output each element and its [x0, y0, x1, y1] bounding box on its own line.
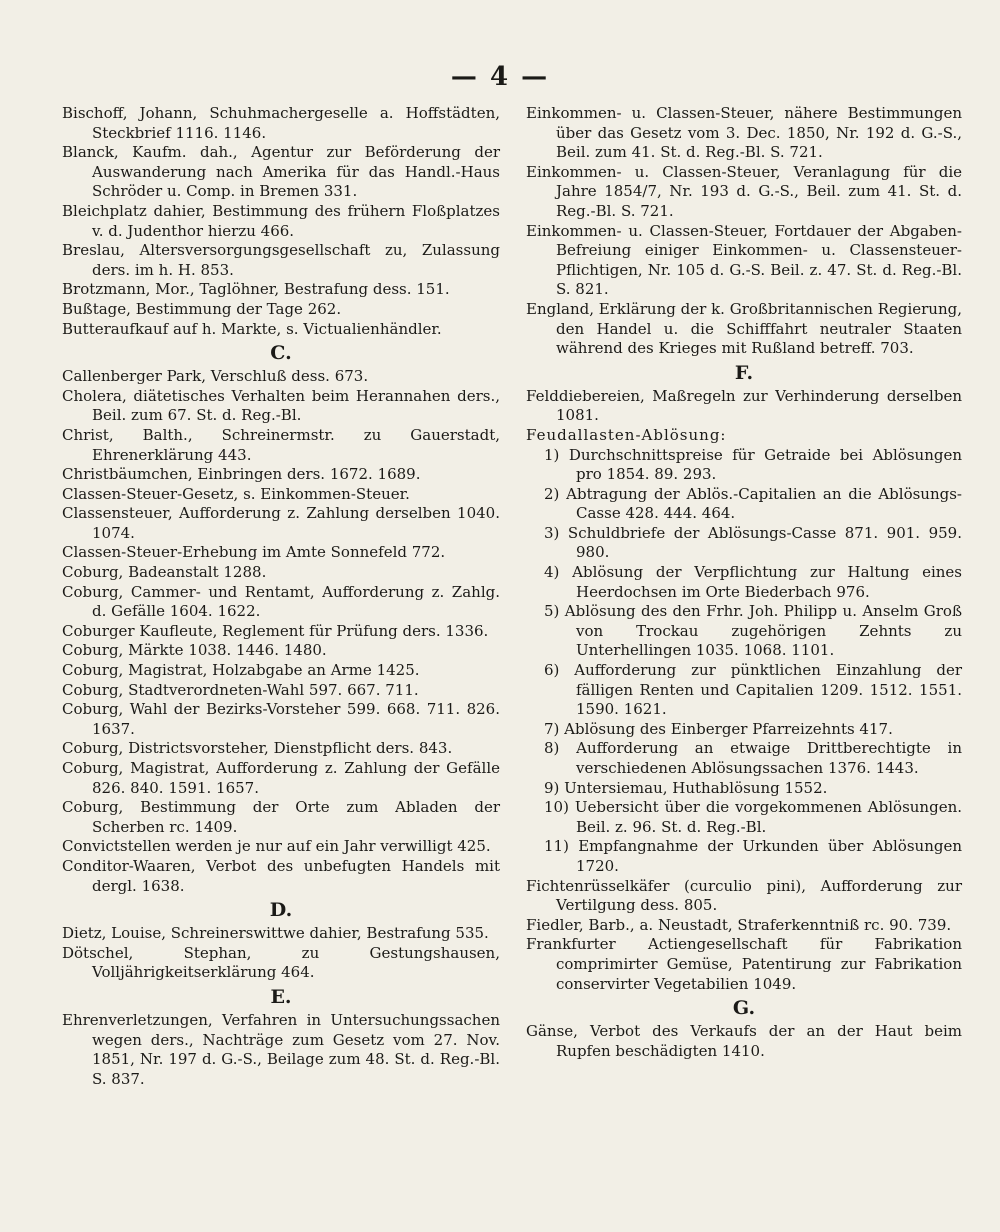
index-entry: Ehrenverletzungen, Verfahren in Untersuchungssachen wegen ders., Nachträge zum Gesetz vom 27. Nov. 1851, Nr. 197 d. G.-S., Beilage zum 48. St. d. Reg.-Bl. S. 837.: [62, 1010, 500, 1088]
index-entry: Dötschel, Stephan, zu Gestungshausen, Volljährigkeitserklärung 464.: [62, 943, 500, 982]
index-subentry: 10) Uebersicht über die vorgekommenen Ablösungen. Beil. z. 96. St. d. Reg.-Bl.: [544, 798, 962, 836]
index-entry: Fichtenrüsselkäfer (curculio pini), Aufforderung zur Vertilgung dess. 805.: [526, 876, 962, 915]
index-subentry: 2) Abtragung der Ablös.-Capitalien an die Ablösungs-Casse 428. 444. 464.: [544, 484, 962, 523]
index-subentry: 5) Ablösung des den Frhr. Joh. Philipp u. Anselm Groß von Trockau zugehörigen Zehnts zu Unterhellingen 1035. 1068. 1101.: [544, 602, 962, 660]
index-entry: Coburg, Stadtverordneten-Wahl 597. 667. 711.: [62, 680, 419, 699]
index-entry: Christbäumchen, Einbringen ders. 1672. 1689.: [62, 465, 421, 484]
index-entry: Einkommen- u. Classen-Steuer, Veranlagung für die Jahre 1854/7, Nr. 193 d. G.-S., Beil. zum 41. St. d. Reg.-Bl. S. 721.: [526, 162, 962, 220]
index-entry: Coburg, Cammer- und Rentamt, Aufforderung z. Zahlg. d. Gefälle 1604. 1622.: [62, 582, 500, 621]
index-entry: Coburg, Magistrat, Aufforderung z. Zahlung der Gefälle 826. 840. 1591. 1657.: [62, 759, 500, 797]
index-entry: Einkommen- u. Classen-Steuer, nähere Bestimmungen über das Gesetz vom 3. Dec. 1850, Nr. 192 d. G.-S., Beil. zum 41. St. d. Reg.-Bl. S. 721.: [526, 104, 962, 162]
index-subentry: 6) Aufforderung zur pünktlichen Einzahlung der fälligen Renten und Capitalien 1209. 1512. 1551. 1590. 1621.: [544, 661, 962, 719]
index-column-right: [526, 104, 962, 1061]
letter-heading: E.: [270, 985, 292, 1008]
index-entry: Classen-Steuer-Gesetz, s. Einkommen-Steuer.: [62, 484, 410, 503]
index-entry: Felddiebereien, Maßregeln zur Verhinderung derselben 1081.: [526, 386, 962, 425]
index-entry: Conditor-Waaren, Verbot des unbefugten Handels mit dergl. 1638.: [62, 856, 500, 895]
index-subentry: 7) Ablösung des Einberger Pfarreizehnts 417.: [544, 719, 893, 738]
index-entry: Gänse, Verbot des Verkaufs der an der Haut beim Rupfen beschädigten 1410.: [526, 1022, 962, 1060]
index-entry: Breslau, Altersversorgungsgesellschaft zu, Zulassung ders. im h. H. 853.: [62, 241, 500, 279]
index-entry: Callenberger Park, Verschluß dess. 673.: [62, 367, 369, 386]
index-entry: Coburg, Wahl der Bezirks-Vorsteher 599. 668. 711. 826. 1637.: [62, 700, 500, 738]
index-subentry: 3) Schuldbriefe der Ablösungs-Casse 871. 901. 959. 980.: [544, 523, 962, 562]
index-entry: Coburg, Bestimmung der Orte zum Abladen der Scherben rc. 1409.: [62, 798, 500, 836]
index-entry: Bleichplatz dahier, Bestimmung des frühern Floßplatzes v. d. Judenthor hierzu 466.: [62, 201, 500, 240]
page-number: — 4 —: [450, 62, 550, 92]
index-entry: Bischoff, Johann, Schuhmachergeselle a. Hoffstädten, Steckbrief 1116. 1146.: [62, 104, 500, 142]
index-subentry: 8) Aufforderung an etwaige Drittberechtigte in verschiedenen Ablösungssachen 1376. 1443.: [544, 739, 962, 777]
index-heading: Feudallasten-Ablösung:: [526, 425, 727, 444]
index-subentry: 9) Untersiemau, Huthablösung 1552.: [544, 778, 828, 797]
index-entry: Coburg, Magistrat, Holzabgabe an Arme 1425.: [62, 661, 420, 680]
index-entry: Dietz, Louise, Schreinerswittwe dahier, Bestrafung 535.: [62, 924, 489, 943]
index-column-left: [62, 104, 500, 1089]
index-entry: Bußtage, Bestimmung der Tage 262.: [62, 299, 342, 318]
index-entry: Coburger Kaufleute, Reglement für Prüfung ders. 1336.: [62, 621, 489, 640]
index-entry: Classensteuer, Aufforderung z. Zahlung derselben 1040. 1074.: [62, 504, 500, 542]
index-entry: Butteraufkauf auf h. Markte, s. Victualienhändler.: [62, 319, 442, 338]
index-subentry: 4) Ablösung der Verpflichtung zur Haltung eines Heerdochsen im Orte Biederbach 976.: [544, 563, 962, 601]
index-entry: Coburg, Districtsvorsteher, Dienstpflicht ders. 843.: [62, 739, 453, 758]
index-entry: Christ, Balth., Schreinermstr. zu Gauerstadt, Ehrenerklärung 443.: [62, 425, 500, 464]
index-entry: Einkommen- u. Classen-Steuer, Fortdauer der Abgaben-Befreiung einiger Einkommen- u. Classensteuer-Pflichtigen, Nr. 105 d. G.-S. Beil. z. 47. St. d. Reg.-Bl. S. 821.: [526, 221, 962, 299]
index-entry: Fiedler, Barb., a. Neustadt, Straferkenntniß rc. 90. 739.: [526, 915, 952, 934]
index-entry: Frankfurter Actiengesellschaft für Fabrikation comprimirter Gemüse, Patentirung zur Fabrikation conservirter Vegetabilien 1049.: [526, 935, 962, 993]
letter-heading: D.: [269, 899, 293, 922]
index-subentry: 11) Empfangnahme der Urkunden über Ablösungen 1720.: [544, 837, 962, 875]
index-entry: Convictstellen werden je nur auf ein Jahr verwilligt 425.: [62, 837, 491, 856]
index-entry: England, Erklärung der k. Großbritannischen Regierung, den Handel u. die Schifffahrt neutraler Staaten während des Krieges mit Rußland betreff. 703.: [526, 299, 962, 358]
index-entry: Blanck, Kaufm. dah., Agentur zur Beförderung der Auswanderung nach Amerika für das Handl.-Haus Schröder u. Comp. in Bremen 331.: [62, 143, 500, 201]
index-entry: Coburg, Badeanstalt 1288.: [62, 563, 267, 582]
index-subentry: 1) Durchschnittspreise für Getraide bei Ablösungen pro 1854. 89. 293.: [544, 445, 962, 484]
letter-heading: G.: [732, 997, 756, 1020]
index-entry: Coburg, Märkte 1038. 1446. 1480.: [62, 641, 327, 660]
letter-heading: C.: [270, 342, 292, 365]
index-entry: Brotzmann, Mor., Taglöhner, Bestrafung dess. 151.: [62, 280, 450, 299]
index-entry: Classen-Steuer-Erhebung im Amte Sonnefeld 772.: [62, 543, 446, 562]
letter-heading: F.: [734, 361, 754, 384]
index-entry: Cholera, diätetisches Verhalten beim Herannahen ders., Beil. zum 67. St. d. Reg.-Bl.: [62, 386, 500, 425]
